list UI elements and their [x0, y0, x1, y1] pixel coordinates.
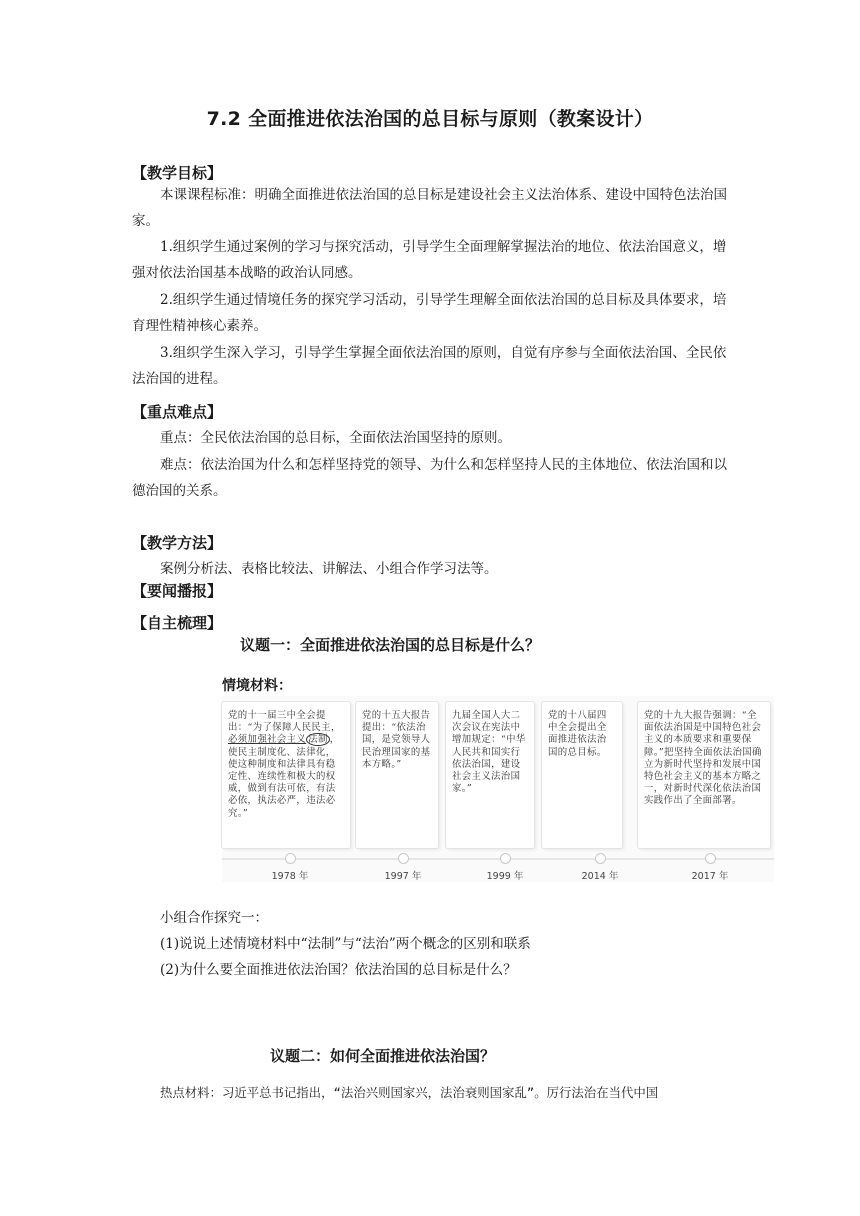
timeline-year: 2017 年 [691, 871, 729, 882]
timeline-dot [705, 853, 716, 864]
timeline-year: 2014 年 [581, 871, 619, 882]
group-inquiry-question-2: (2)为什么要全面推进依法治国？依法治国的总目标是什么？ [160, 962, 517, 978]
timeline-year: 1999 年 [486, 871, 524, 882]
goals-paragraph-3: 3.组织学生深入学习，引导学生掌握全面依法治国的原则，自觉有序参与全面依法治国、全民依法治国的进程。 [132, 345, 727, 387]
timeline-card-2017: 党的十九大报告强调：“全面依法治国是中国特色社会主义的本质要求和重要保障。”把坚持全面依法治国确立为新时代坚持和发展中国特色社会主义的基本方略之一，对新时代深化依法治国实践作出了全面部署。 [638, 702, 770, 848]
key-point-difficulty: 难点：依法治国为什么和怎样坚持党的领导、为什么和怎样坚持人民的主体地位、依法治国和以德治国的关系。 [132, 457, 727, 499]
timeline-dot [398, 853, 409, 864]
timeline-year: 1997 年 [384, 871, 422, 882]
timeline-figure [222, 696, 774, 882]
timeline-year: 1978 年 [271, 871, 309, 882]
news-heading: 【要闻播报】 [132, 582, 223, 600]
goals-paragraph-2: 2.组织学生通过情境任务的探究学习活动，引导学生理解全面依法治国的总目标及具体要求，培育理性精神核心素养。 [132, 292, 727, 334]
self-study-heading: 【自主梳理】 [132, 614, 223, 632]
timeline-card-2014: 党的十八届四中全会提出全面推进依法治国的总目标。 [542, 702, 622, 848]
key-points-heading: 【重点难点】 [132, 403, 223, 421]
goals-paragraph-1: 1.组织学生通过案例的学习与探究活动，引导学生全面理解掌握法治的地位、依法治国意义，增强对依法治国基本战略的政治认同感。 [132, 239, 727, 281]
timeline-dot [595, 853, 606, 864]
page-title: 7.2 全面推进依法治国的总目标与原则（教案设计） [206, 108, 654, 130]
method-heading: 【教学方法】 [132, 534, 223, 552]
timeline-card-1999: 九届全国人大二次会议在宪法中增加规定：“中华人民共和国实行依法治国，建设社会主义法治国家。” [446, 702, 534, 848]
goals-paragraph-standard: 本课课程标准：明确全面推进依法治国的总目标是建设社会主义法治体系、建设中国特色法治国家。 [132, 187, 727, 229]
hot-material-paragraph: 热点材料：习近平总书记指出，“法治兴则国家兴，法治衰则国家乱”。厉行法治在当代中国 [160, 1085, 659, 1100]
topic-two-heading: 议题二：如何全面推进依法治国？ [270, 1047, 496, 1065]
group-inquiry-title: 小组合作探究一： [160, 910, 268, 926]
timeline-dot [285, 853, 296, 864]
method-paragraph: 案例分析法、表格比较法、讲解法、小组合作学习法等。 [160, 561, 498, 577]
topic-one-heading: 议题一：全面推进依法治国的总目标是什么？ [240, 636, 541, 654]
timeline-card-1978: 党的十一届三中全会提出：“为了保障人民民主，必须加强社会主义 法制 ，使民主制度化、法律化，使这种制度和法律具有稳定性、连续性和极大的权威，做到有法可依，有法必依，执法必严，违法必究。” [222, 702, 350, 848]
situation-label: 情境材料： [222, 678, 292, 694]
group-inquiry-question-1: (1)说说上述情境材料中“法制”与“法治”两个概念的区别和联系 [160, 936, 531, 952]
timeline-axis [222, 858, 774, 860]
key-point-focus: 重点：全民依法治国的总目标，全面依法治国坚持的原则。 [160, 430, 511, 446]
goals-heading: 【教学目标】 [132, 164, 223, 182]
timeline-card-1997: 党的十五大报告提出：“依法治国，是党领导人民治理国家的基本方略。” [356, 702, 438, 848]
timeline-dot [500, 853, 511, 864]
